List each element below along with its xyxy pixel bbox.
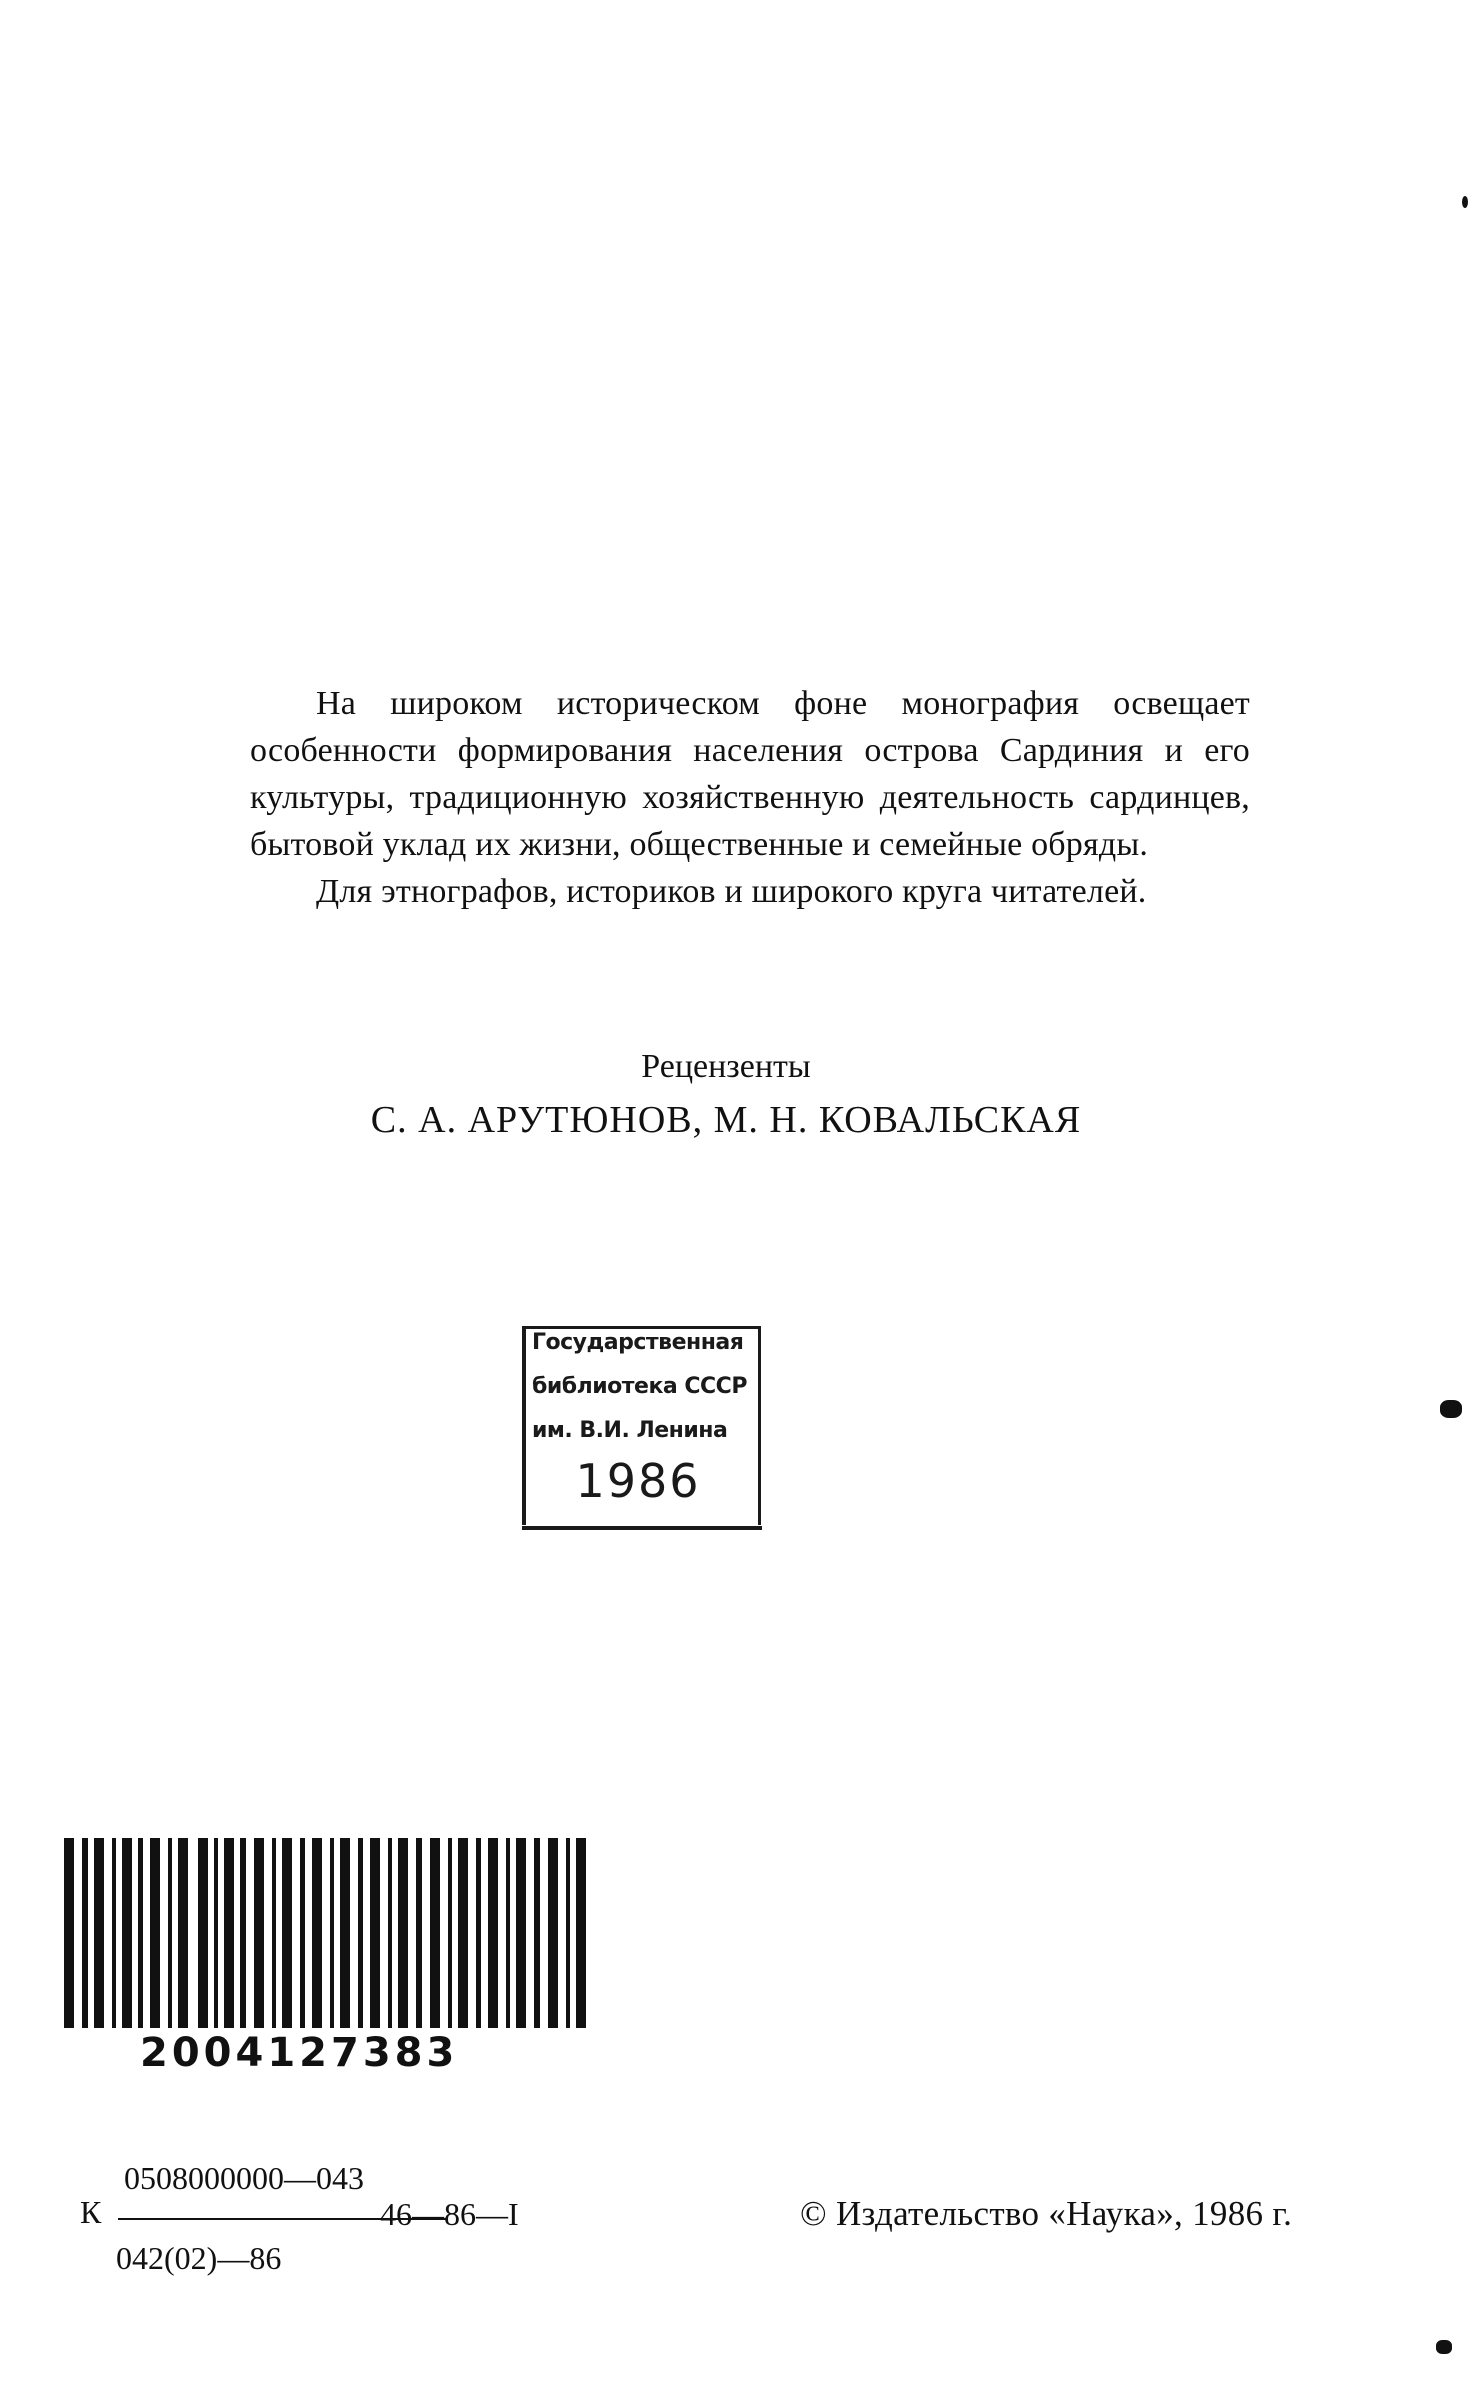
catalog-code-suffix: 46—86—I: [380, 2196, 519, 2232]
print-speck: [1440, 1400, 1462, 1418]
abstract-paragraph: На широком историческом фоне монография освещает особенности формирования населения острова Сардиния и его культуры, традиционную хозяйственную деятельность сардинцев, бытовой уклад их жизни, общественные и семейные обряды.: [250, 685, 1250, 863]
stamp-line-1: Государственная: [532, 1330, 744, 1355]
stamp-year: 1986: [575, 1454, 701, 1508]
reviewers-heading: Рецензенты: [641, 1048, 811, 1085]
barcode-number: 2004127383: [140, 2030, 459, 2076]
catalog-code-denominator: 042(02)—86: [116, 2240, 282, 2276]
stamp-underline: [522, 1526, 762, 1530]
catalog-code-letter: К: [80, 2194, 102, 2230]
stamp-line-3: им. В.И. Ленина: [532, 1418, 728, 1443]
stamp-line-2: библиотека СССР: [532, 1374, 747, 1399]
copyright-notice: © Издательство «Наука», 1986 г.: [800, 2194, 1293, 2233]
catalog-code: [80, 2160, 580, 2290]
reviewers-names: С. А. АРУТЮНОВ, М. Н. КОВАЛЬСКАЯ: [370, 1099, 1082, 1141]
abstract: [250, 680, 1250, 915]
print-speck: [1436, 2340, 1452, 2354]
library-stamp: [522, 1318, 762, 1534]
catalog-code-numerator: 0508000000—043: [124, 2160, 364, 2196]
print-speck: [1462, 196, 1468, 208]
barcode: [64, 1838, 594, 2028]
audience-paragraph: Для этнографов, историков и широкого круга читателей.: [316, 873, 1147, 910]
